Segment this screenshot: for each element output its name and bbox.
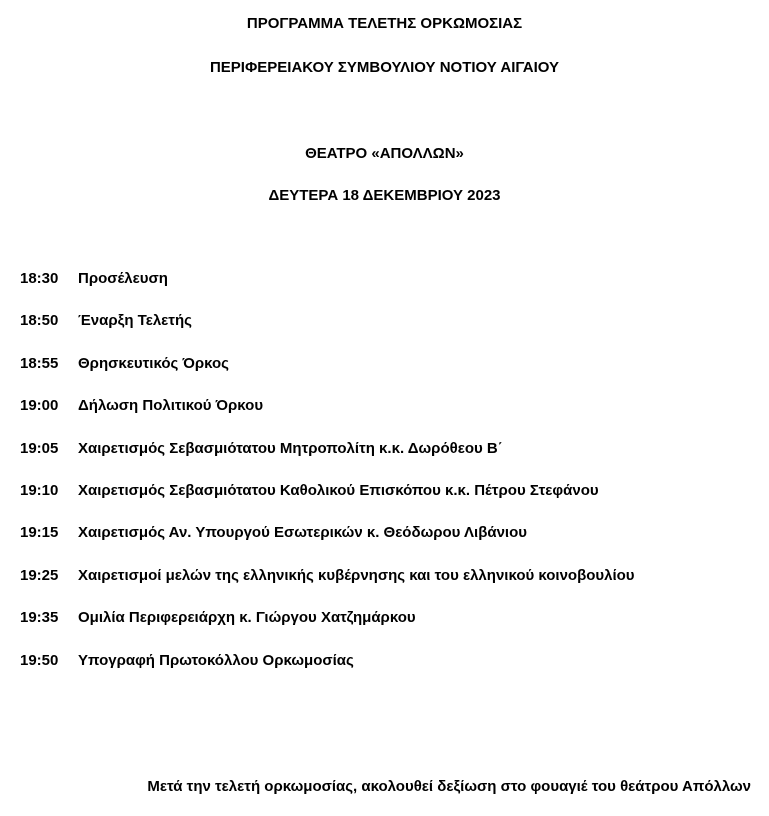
document-title-line-1: ΠΡΟΓΡΑΜΜΑ ΤΕΛΕΤΗΣ ΟΡΚΩΜΟΣΙΑΣ bbox=[246, 15, 523, 32]
schedule-row bbox=[20, 355, 635, 397]
schedule-row bbox=[20, 270, 635, 312]
schedule-list bbox=[20, 270, 635, 694]
schedule-item: Έναρξη Τελετής bbox=[78, 312, 192, 330]
schedule-row bbox=[20, 440, 635, 482]
schedule-row bbox=[20, 567, 635, 609]
schedule-item: Προσέλευση bbox=[78, 270, 168, 287]
reception-note: Μετά την τελετή ορκωμοσίας, ακολουθεί δεξίωση στο φουαγιέ του θεάτρου Απόλλων bbox=[147, 778, 751, 795]
schedule-row bbox=[20, 397, 635, 439]
schedule-item: Χαιρετισμός Σεβασμιότατου Καθολικού Επισκόπου κ.κ. Πέτρου Στεφάνου bbox=[78, 481, 599, 499]
schedule-time: 19:05 bbox=[20, 439, 59, 457]
venue-heading: ΘΕΑΤΡΟ «ΑΠΟΛΛΩΝ» bbox=[305, 145, 464, 162]
schedule-row bbox=[20, 609, 635, 651]
schedule-item: Θρησκευτικός Όρκος bbox=[78, 354, 229, 372]
schedule-time: 19:25 bbox=[20, 566, 59, 584]
schedule-time: 18:55 bbox=[20, 354, 59, 372]
schedule-time: 18:30 bbox=[20, 270, 59, 287]
schedule-row bbox=[20, 312, 635, 354]
schedule-row bbox=[20, 652, 635, 694]
schedule-row bbox=[20, 524, 635, 566]
schedule-time: 19:50 bbox=[20, 651, 59, 669]
schedule-item: Χαιρετισμοί μελών της ελληνικής κυβέρνησης και του ελληνικού κοινοβουλίου bbox=[78, 566, 635, 584]
date-heading: ΔΕΥΤΕΡΑ 18 ΔΕΚΕΜΒΡΙΟΥ 2023 bbox=[268, 187, 501, 204]
schedule-time: 19:15 bbox=[20, 524, 59, 542]
schedule-time: 19:10 bbox=[20, 481, 59, 499]
schedule-row bbox=[20, 482, 635, 524]
schedule-time: 19:00 bbox=[20, 397, 59, 415]
schedule-time: 18:50 bbox=[20, 312, 59, 330]
schedule-time: 19:35 bbox=[20, 609, 59, 627]
schedule-item: Χαιρετισμός Αν. Υπουργού Εσωτερικών κ. Θεόδωρου Λιβάνιου bbox=[78, 524, 527, 542]
schedule-item: Ομιλία Περιφερειάρχη κ. Γιώργου Χατζημάρκου bbox=[78, 609, 416, 627]
schedule-item: Χαιρετισμός Σεβασμιότατου Μητροπολίτη κ.κ. Δωρόθεου Β΄ bbox=[78, 439, 503, 457]
document-title-line-2: ΠΕΡΙΦΕΡΕΙΑΚΟΥ ΣΥΜΒΟΥΛΙΟΥ ΝΟΤΙΟΥ ΑΙΓΑΙΟΥ bbox=[209, 59, 560, 76]
schedule-item: Υπογραφή Πρωτοκόλλου Ορκωμοσίας bbox=[78, 651, 354, 669]
schedule-item: Δήλωση Πολιτικού Όρκου bbox=[78, 397, 264, 415]
